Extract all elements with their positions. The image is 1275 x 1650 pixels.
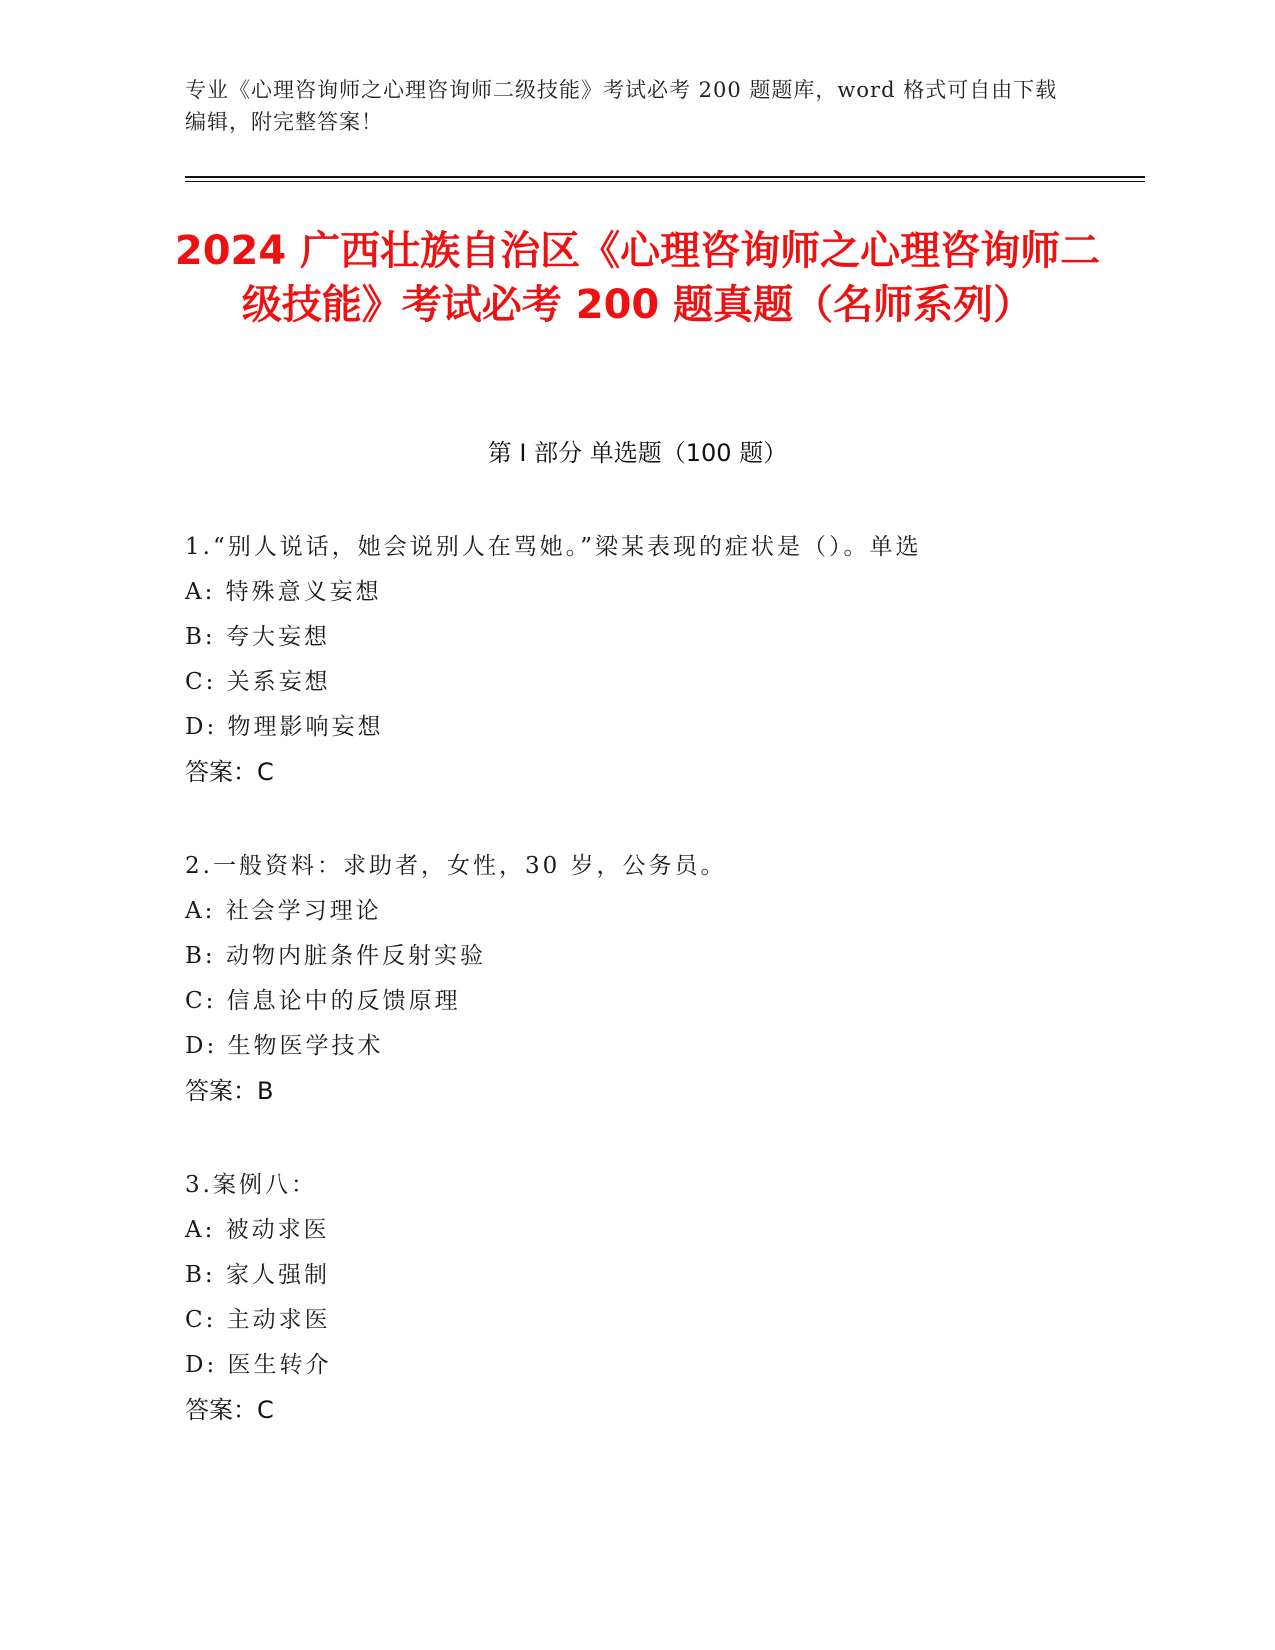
option-d: D: 医生转介	[185, 1352, 332, 1378]
option-a: A: 社会学习理论	[185, 898, 382, 924]
option-d: D: 生物医学技术	[185, 1033, 384, 1059]
option-a: A: 被动求医	[185, 1217, 330, 1243]
question-answer: 答案：B	[185, 1077, 274, 1105]
question-answer: 答案：C	[185, 758, 274, 786]
header-rule-thick	[185, 176, 1145, 178]
question-2	[185, 844, 1065, 1114]
question-3	[185, 1163, 1065, 1433]
option-c: C: 关系妄想	[185, 669, 331, 695]
option-a: A: 特殊意义妄想	[185, 579, 382, 605]
option-b: B: 夸大妄想	[185, 624, 330, 650]
header-note: 专业《心理咨询师之心理咨询师二级技能》考试必考 200 题题库，word 格式可自由下载编辑，附完整答案！	[185, 78, 1058, 134]
question-stem: 1.“别人说话，她会说别人在骂她。”梁某表现的症状是（）。单选	[185, 534, 922, 560]
question-1	[185, 525, 1065, 795]
question-stem: 3.案例八：	[185, 1172, 317, 1198]
header-rule-thin	[185, 181, 1145, 182]
question-answer: 答案：C	[185, 1396, 274, 1424]
section-heading: 第 I 部分 单选题（100 题）	[487, 439, 788, 467]
option-c: C: 信息论中的反馈原理	[185, 988, 461, 1014]
document-title: 2024 广西壮族自治区《心理咨询师之心理咨询师二级技能》考试必考 200 题真题（名师系列）	[174, 228, 1101, 328]
option-d: D: 物理影响妄想	[185, 714, 384, 740]
option-b: B: 动物内脏条件反射实验	[185, 943, 486, 969]
question-stem: 2.一般资料：求助者，女性，30 岁，公务员。	[185, 853, 727, 879]
option-c: C: 主动求医	[185, 1307, 331, 1333]
option-b: B: 家人强制	[185, 1262, 330, 1288]
